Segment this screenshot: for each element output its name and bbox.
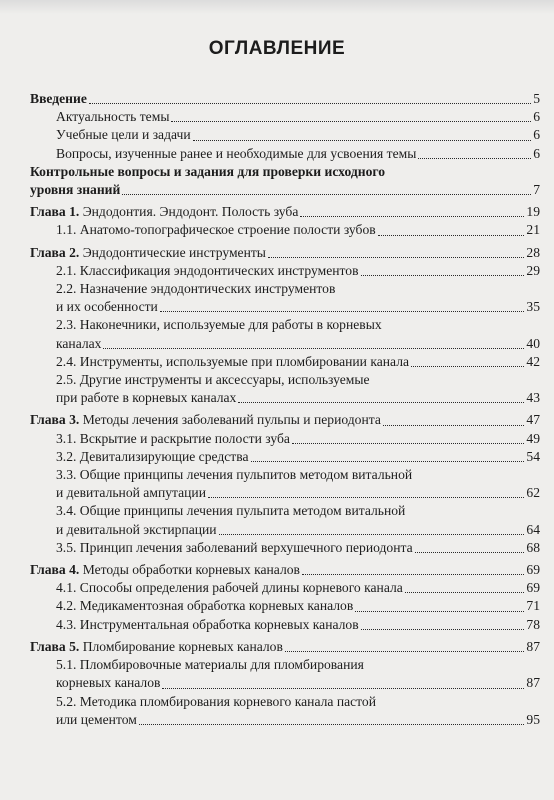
page-number: 69 [526, 580, 540, 596]
toc-entry-text: и девитальной экстирпации [56, 521, 217, 537]
leader-dots [103, 348, 524, 349]
leader-dots [418, 158, 531, 159]
page-number: 29 [526, 262, 540, 278]
toc-entry-text: и девитальной ампутации [56, 485, 206, 501]
leader-dots [89, 103, 531, 104]
leader-dots [361, 629, 525, 630]
toc-entry-text: 3.3. Общие принципы лечения пульпитов методом витальной [56, 467, 413, 483]
leader-dots [300, 216, 524, 217]
leader-dots [302, 574, 524, 575]
toc-entry-text: Глава 2. Эндодонтические инструменты [30, 244, 266, 260]
page-number: 6 [533, 145, 540, 161]
toc-subentry [30, 280, 540, 316]
toc-entry-text: 3.4. Общие принципы лечения пульпита методом витальной [56, 503, 406, 519]
leader-dots [411, 366, 524, 367]
toc-section [30, 638, 540, 729]
toc-entry-text: Глава 3. Методы лечения заболеваний пульпы и периодонта [30, 412, 381, 428]
page-number: 64 [526, 521, 540, 537]
page-number: 68 [526, 539, 540, 555]
table-of-contents [30, 90, 540, 733]
page-number: 21 [526, 222, 540, 238]
toc-entry-text: 2.4. Инструменты, используемые при пломбировании канала [56, 353, 410, 369]
page-number: 19 [526, 204, 540, 220]
leader-dots [193, 140, 532, 141]
toc-entry-text: Глава 4. Методы обработки корневых каналов [30, 562, 300, 578]
toc-entry-text: Вопросы, изученные ранее и необходимые для усвоения темы [56, 145, 417, 161]
toc-chapter-entry [30, 90, 540, 108]
toc-entry-text: 3.5. Принцип лечения заболеваний верхушечного периодонта [56, 539, 413, 555]
page-number: 42 [526, 353, 540, 369]
toc-subentry [30, 466, 540, 502]
toc-section [30, 203, 540, 239]
page-number: 28 [526, 244, 540, 260]
toc-chapter-entry [30, 163, 540, 199]
chapter-number: Глава 5. [30, 638, 80, 654]
page-number: 47 [526, 412, 540, 428]
toc-entry-text: Учебные цели и задачи [56, 127, 191, 143]
leader-dots [378, 235, 525, 236]
page-number: 5 [533, 91, 540, 106]
toc-entry-text: 2.5. Другие инструменты и аксессуары, используемые [56, 372, 370, 388]
leader-dots [361, 275, 525, 276]
toc-chapter-entry [30, 638, 540, 656]
page-number: 49 [526, 430, 540, 446]
toc-entry-text: уровня знаний [30, 182, 121, 198]
toc-subentry [30, 371, 540, 407]
page-number: 62 [526, 485, 540, 501]
toc-entry-text: каналах [56, 335, 102, 351]
leader-dots [355, 611, 524, 612]
page-number: 71 [526, 598, 540, 614]
toc-entry-text: 5.2. Методика пломбирования корневого канала пастой [56, 693, 376, 709]
toc-entry-text: 3.2. Девитализирующие средства [56, 448, 249, 464]
toc-subentry [30, 597, 540, 615]
toc-section [30, 90, 540, 199]
page-number: 35 [526, 299, 540, 315]
toc-subentry [30, 656, 540, 692]
leader-dots [171, 121, 531, 122]
chapter-number: Глава 3. [30, 412, 80, 428]
toc-entry-text: при работе в корневых каналах [56, 390, 237, 406]
toc-subentry [30, 262, 540, 280]
page-number: 69 [526, 562, 540, 578]
toc-chapter-entry [30, 411, 540, 429]
toc-subentry [30, 616, 540, 634]
toc-subentry [30, 145, 540, 163]
chapter-number: Глава 2. [30, 244, 80, 260]
toc-section [30, 244, 540, 408]
toc-chapter-entry [30, 244, 540, 262]
page-number: 6 [533, 127, 540, 143]
page-number: 78 [526, 616, 540, 632]
toc-entry-text: 4.1. Способы определения рабочей длины корневого канала [56, 580, 403, 596]
toc-subentry [30, 126, 540, 144]
leader-dots [139, 724, 525, 725]
toc-entry-text: Глава 5. Пломбирование корневых каналов [30, 638, 283, 654]
toc-entry-text: 2.2. Назначение эндодонтических инструментов [56, 281, 336, 297]
leader-dots [208, 497, 524, 498]
toc-subentry [30, 693, 540, 729]
toc-section [30, 561, 540, 634]
toc-chapter-entry [30, 561, 540, 579]
leader-dots [162, 688, 524, 689]
leader-dots [285, 651, 525, 652]
toc-entry-text: 3.1. Вскрытие и раскрытие полости зуба [56, 430, 290, 446]
page-number: 87 [526, 638, 540, 654]
toc-subentry [30, 430, 540, 448]
page-number: 43 [526, 390, 540, 406]
toc-subentry [30, 221, 540, 239]
toc-section [30, 411, 540, 557]
leader-dots [268, 257, 524, 258]
toc-entry-text: 4.3. Инструментальная обработка корневых каналов [56, 616, 359, 632]
toc-entry-text: 1.1. Анатомо-топографическое строение полости зубов [56, 222, 376, 238]
toc-entry-text: Контрольные вопросы и задания для проверки исходного [30, 163, 385, 179]
page-number: 40 [526, 335, 540, 351]
toc-entry-text: Глава 1. Эндодонтия. Эндодонт. Полость зуба [30, 204, 299, 220]
leader-dots [383, 425, 525, 426]
page-number: 87 [526, 675, 540, 691]
toc-subentry [30, 502, 540, 538]
page-title: ОГЛАВЛЕНИЕ [208, 38, 346, 59]
toc-subentry [30, 539, 540, 557]
page-number: 7 [533, 182, 540, 198]
leader-dots [415, 552, 525, 553]
toc-subentry [30, 353, 540, 371]
chapter-number: Глава 4. [30, 562, 80, 578]
toc-subentry [30, 448, 540, 466]
leader-dots [219, 534, 525, 535]
leader-dots [160, 311, 525, 312]
page-number: 95 [526, 711, 540, 727]
toc-entry-text: или цементом [56, 711, 137, 727]
toc-entry-text: Актуальность темы [56, 109, 170, 125]
toc-entry-text: 4.2. Медикаментозная обработка корневых каналов [56, 598, 354, 614]
page-top-edge [0, 0, 554, 14]
chapter-number: Глава 1. [30, 204, 80, 220]
toc-entry-text: Введение [30, 91, 87, 106]
leader-dots [238, 402, 524, 403]
toc-entry-text: 2.1. Классификация эндодонтических инструментов [56, 262, 359, 278]
leader-dots [251, 461, 525, 462]
toc-entry-text: 5.1. Пломбировочные материалы для пломбирования [56, 657, 364, 673]
leader-dots [405, 592, 525, 593]
page-number: 54 [526, 448, 540, 464]
toc-entry-text: корневых каналов [56, 675, 161, 691]
toc-chapter-entry [30, 203, 540, 221]
toc-subentry [30, 579, 540, 597]
leader-dots [292, 443, 525, 444]
toc-entry-text: и их особенности [56, 299, 158, 315]
page-number: 6 [533, 109, 540, 125]
leader-dots [122, 194, 531, 195]
toc-entry-text: 2.3. Наконечники, используемые для работы в корневых [56, 317, 382, 333]
toc-subentry [30, 108, 540, 126]
toc-subentry [30, 316, 540, 352]
